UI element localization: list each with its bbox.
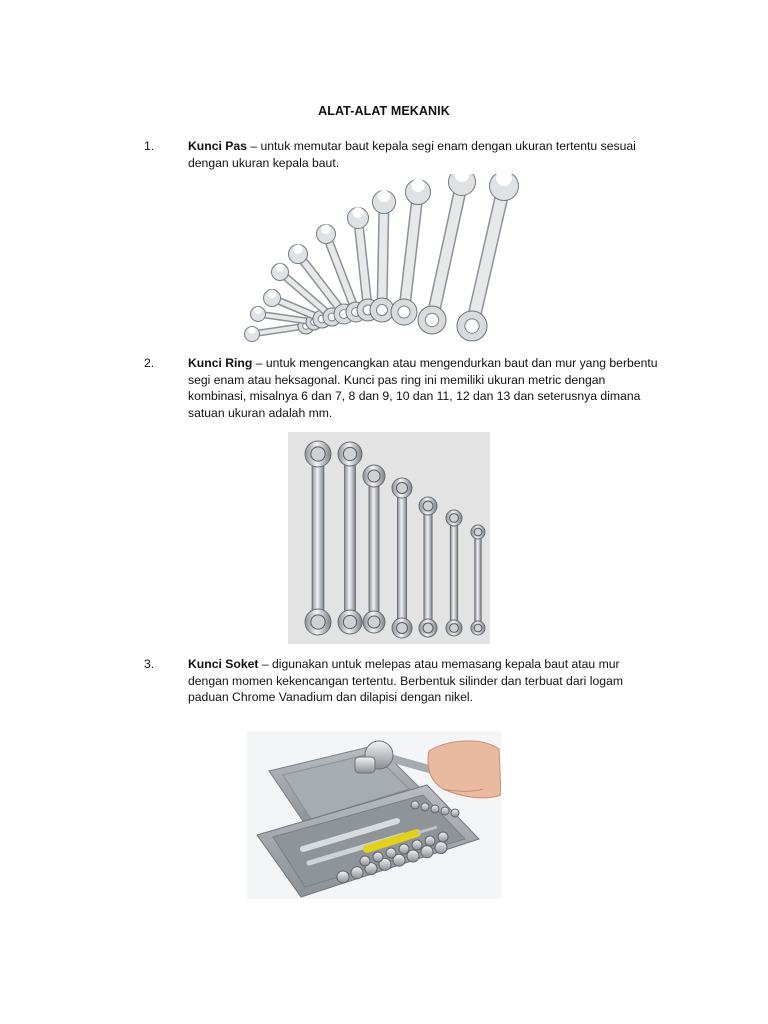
ring-spanner-2 [338,442,362,634]
item-description: – untuk mengencangkan atau mengendurkan baut dan mur yang berbentu segi enam atau heksagonal. Kunci pas ring ini memiliki ukuran metric dengan kombinasi, misalnya 6 dan 7, 8 dan 9, 10 dan 11, 12 dan 13 dan seterusnya dimana satuan ukuran adalah mm. [188,356,658,420]
ring-spanner-3 [363,465,385,633]
ring-spanner-6 [446,510,462,636]
kunci-ring-image [288,432,490,644]
spanner-8 [370,190,396,322]
item-term: Kunci Ring [188,356,253,370]
item-text [188,656,658,706]
item-number: 3. [144,657,155,671]
spanner-9 [391,179,431,325]
spanner-11 [457,174,519,341]
item-term: Kunci Pas [188,139,247,153]
ring-spanner-5 [419,497,437,637]
ring-spanner-7 [471,525,485,635]
page-title: ALAT-ALAT MEKANIK [318,104,450,118]
item-description: – untuk memutar baut kepala segi enam dengan ukuran tertentu sesuai dengan ukuran kepala baut. [188,139,636,170]
item-text [188,138,658,171]
kunci-soket-image [247,731,501,899]
item-number: 1. [144,139,155,153]
ring-spanner-4 [392,478,412,638]
ring-spanner-1 [305,441,331,635]
item-number: 2. [144,356,155,370]
item-text [188,355,658,421]
item-description: – digunakan untuk melepas atau memasang kepala baut atau mur dengan momen kekencangan tertentu. Berbentuk silinder dan terbuat dari logam paduan Chrome Vanadium dan dilapisi dengan nikel. [188,657,623,704]
kunci-pas-image [236,174,538,344]
item-term: Kunci Soket [188,657,259,671]
